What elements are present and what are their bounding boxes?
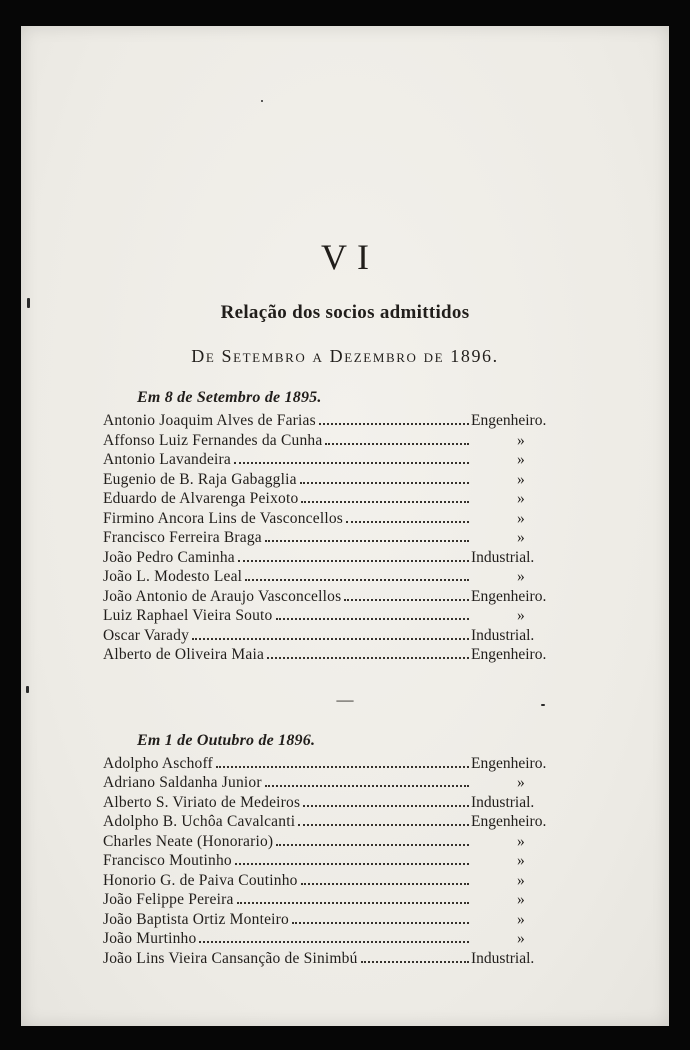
- section-heading: Em 1 de Outubro de 1896.: [137, 731, 316, 749]
- member-name: Adriano Saldanha Junior: [103, 774, 262, 791]
- member-occupation: Engenheiro.: [471, 646, 547, 663]
- member-occupation: Industrial.: [471, 548, 535, 566]
- dot-leader: [192, 638, 469, 640]
- dot-leader: [245, 579, 469, 581]
- member-name: Eduardo de Alvarenga Peixoto: [103, 490, 299, 507]
- member-name: João L. Modesto Leal: [103, 568, 243, 585]
- member-entry: [103, 911, 579, 931]
- date-range-subtitle: De Setembro a Dezembro de 1896.: [191, 346, 499, 366]
- dot-leader: [361, 961, 469, 963]
- member-name: Francisco Ferreira Braga: [103, 529, 262, 546]
- scanned-page: [21, 26, 669, 1026]
- member-list: [103, 755, 579, 970]
- ditto-mark: »: [517, 607, 525, 624]
- dot-leader: [346, 521, 469, 523]
- member-entry: [103, 833, 579, 853]
- member-entry: [103, 627, 579, 647]
- member-name: Oscar Varady: [103, 626, 190, 644]
- member-entry: [103, 471, 579, 491]
- member-occupation: Industrial.: [471, 626, 535, 644]
- member-name: Eugenio de B. Raja Gabagglia: [103, 470, 297, 488]
- dot-leader: [235, 863, 469, 865]
- member-name: João Antonio de Araujo Vasconcellos: [103, 587, 342, 605]
- member-name: Adolpho B. Uchôa Cavalcanti: [103, 813, 296, 830]
- member-name: João Felippe Pereira: [103, 891, 234, 908]
- member-entry: [103, 872, 579, 892]
- member-occupation: Industrial.: [471, 949, 535, 967]
- ditto-mark: »: [517, 891, 525, 908]
- member-occupation: Industrial.: [471, 793, 535, 811]
- dot-leader: [325, 443, 469, 445]
- dot-leader: [216, 766, 469, 768]
- ditto-mark: »: [517, 431, 525, 449]
- member-entry: [103, 852, 579, 872]
- ditto-mark: »: [517, 568, 525, 585]
- page-title: Relação dos socios admittidos: [220, 302, 470, 323]
- member-name: João Baptista Ortiz Monteiro: [103, 910, 289, 928]
- member-name: Francisco Moutinho: [103, 852, 232, 869]
- dot-leader: [265, 785, 469, 787]
- member-name: João Pedro Caminha: [103, 548, 235, 566]
- member-name: Alberto de Oliveira Maia: [103, 646, 265, 663]
- section-september: [103, 389, 579, 666]
- member-name: João Lins Vieira Cansanção de Sinimbú: [103, 949, 358, 967]
- ditto-mark: »: [517, 774, 525, 791]
- scan-speck: [541, 704, 545, 706]
- scan-speck: [27, 298, 30, 308]
- scan-speck: [261, 100, 263, 102]
- member-name: Alberto S. Viriato de Medeiros: [103, 793, 301, 811]
- member-entry: [103, 451, 579, 471]
- member-entry: [103, 755, 579, 775]
- member-entry: [103, 950, 579, 970]
- ditto-mark: »: [517, 910, 525, 928]
- member-entry: [103, 588, 579, 608]
- dot-leader: [199, 941, 469, 943]
- member-entry: [103, 549, 579, 569]
- member-occupation: Engenheiro.: [471, 754, 547, 772]
- member-name: Honorio G. de Paiva Coutinho: [103, 871, 298, 889]
- member-name: Luiz Raphael Vieira Souto: [103, 607, 273, 624]
- ditto-mark: »: [517, 852, 525, 869]
- member-entry: [103, 529, 579, 549]
- member-entry: [103, 568, 579, 588]
- ditto-mark: »: [517, 490, 525, 507]
- dot-leader: [276, 618, 469, 620]
- dot-leader: [267, 657, 469, 659]
- member-entry: [103, 794, 579, 814]
- member-name: Charles Neate (Honorario): [103, 832, 274, 850]
- dot-leader: [238, 560, 469, 562]
- dot-leader: [298, 824, 469, 826]
- ditto-mark: »: [517, 832, 525, 850]
- dot-leader: [303, 805, 469, 807]
- ditto-mark: »: [517, 509, 525, 527]
- ditto-mark: »: [517, 930, 525, 947]
- dot-leader: [301, 501, 469, 503]
- member-entry: [103, 774, 579, 794]
- section-divider: —: [336, 689, 354, 709]
- member-name: Firmino Ancora Lins de Vasconcellos: [103, 509, 344, 527]
- member-entry: [103, 930, 579, 950]
- member-occupation: Engenheiro.: [471, 813, 547, 830]
- ditto-mark: »: [517, 470, 525, 488]
- ditto-mark: »: [517, 871, 525, 889]
- member-occupation: Engenheiro.: [471, 587, 547, 605]
- ditto-mark: »: [517, 451, 525, 468]
- dot-leader: [237, 902, 469, 904]
- dot-leader: [301, 883, 469, 885]
- dot-leader: [292, 922, 469, 924]
- chapter-numeral: VI: [321, 237, 379, 277]
- member-entry: [103, 891, 579, 911]
- member-entry: [103, 813, 579, 833]
- dot-leader: [276, 844, 469, 846]
- dot-leader: [300, 482, 469, 484]
- scan-speck: [26, 686, 29, 693]
- member-name: Antonio Joaquim Alves de Farias: [103, 412, 316, 429]
- member-name: Affonso Luiz Fernandes da Cunha: [103, 431, 323, 449]
- ditto-mark: »: [517, 529, 525, 546]
- member-entry: [103, 646, 579, 666]
- member-name: Adolpho Aschoff: [103, 754, 213, 772]
- member-list: [103, 412, 579, 666]
- member-name: João Murtinho: [103, 930, 197, 947]
- section-heading: Em 8 de Setembro de 1895.: [137, 389, 322, 406]
- member-entry: [103, 412, 579, 432]
- member-entry: [103, 490, 579, 510]
- member-name: Antonio Lavandeira: [103, 451, 231, 468]
- dot-leader: [265, 540, 469, 542]
- dot-leader: [319, 423, 469, 425]
- dot-leader: [344, 599, 469, 601]
- member-occupation: Engenheiro.: [471, 412, 547, 429]
- dot-leader: [234, 462, 469, 464]
- member-entry: [103, 510, 579, 530]
- member-entry: [103, 432, 579, 452]
- section-october: [103, 732, 579, 970]
- member-entry: [103, 607, 579, 627]
